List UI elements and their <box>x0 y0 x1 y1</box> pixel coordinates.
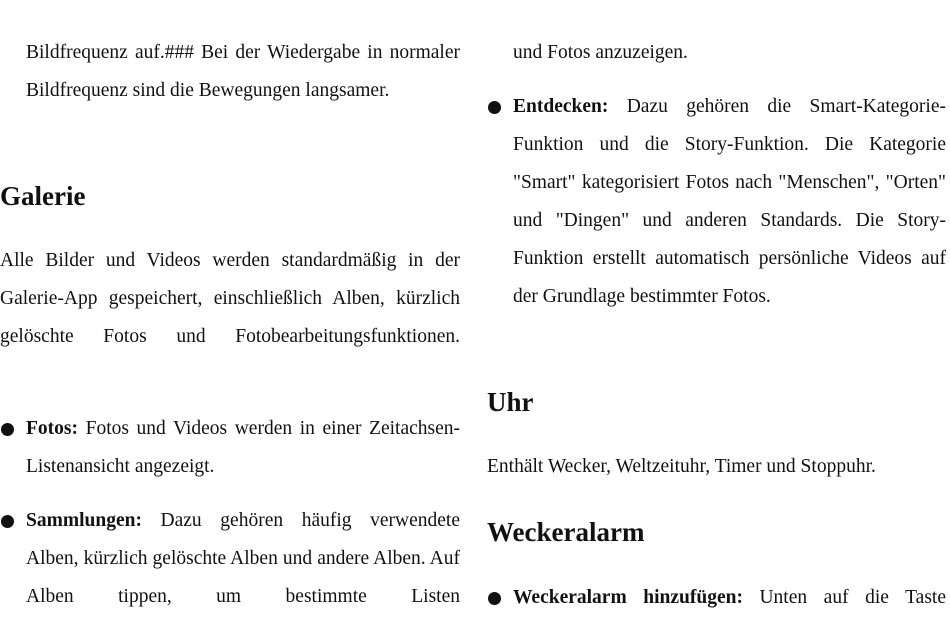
bullet-term: Weckeralarm hinzufügen: <box>513 587 743 608</box>
weckeralarm-bullet-hinzufuegen <box>487 579 946 617</box>
weckeralarm-heading: Weckeralarm <box>487 517 645 547</box>
galerie-heading: Galerie <box>0 181 86 211</box>
uhr-body: Enthält Wecker, Weltzeituhr, Timer und Stoppuhr. <box>487 456 876 477</box>
continuation-paragraph: und Fotos anzuzeigen. <box>513 42 688 63</box>
bullet-term: Sammlungen: <box>26 510 142 531</box>
uhr-heading: Uhr <box>487 387 534 417</box>
galerie-bullet-sammlungen <box>0 502 460 616</box>
bullet-term: Fotos: <box>26 418 78 439</box>
bullet-term: Entdecken: <box>513 96 609 117</box>
galerie-bullet-entdecken <box>487 88 946 316</box>
bullet-text: Dazu gehören die Smart-Kategorie-Funktion und die Story-Funktion. Die Kategorie "Smart" kategorisiert Fotos nach "Menschen", "Orten" und "Dingen" und anderen Standards. Die Story-Funktion erstellt automatisch persönliche Videos auf der Grundlage bestimmter Fotos. <box>513 96 946 307</box>
bullet-icon <box>488 101 501 114</box>
bullet-icon <box>488 592 501 605</box>
intro-paragraph: Bildfrequenz auf.### Bei der Wiedergabe in normaler Bildfrequenz sind die Bewegungen langsamer. <box>26 42 460 101</box>
bullet-text: Dazu gehören häufig verwendete Alben, kürzlich gelöschte Alben und andere Alben. Auf Alben tippen, um bestimmte Listen <box>26 510 460 607</box>
bullet-icon <box>1 515 14 528</box>
bullet-icon <box>1 423 14 436</box>
bullet-text: Unten auf die Taste <box>742 587 946 608</box>
galerie-bullet-fotos <box>0 410 460 486</box>
bullet-text: Fotos und Videos werden in einer Zeitachsen-Listenansicht angezeigt. <box>26 418 460 477</box>
galerie-body: Alle Bilder und Videos werden standardmäßig in der Galerie-App gespeichert, einschließlich Alben, kürzlich gelöschte Fotos und Fotobearbeitungsfunktionen. <box>0 250 460 347</box>
